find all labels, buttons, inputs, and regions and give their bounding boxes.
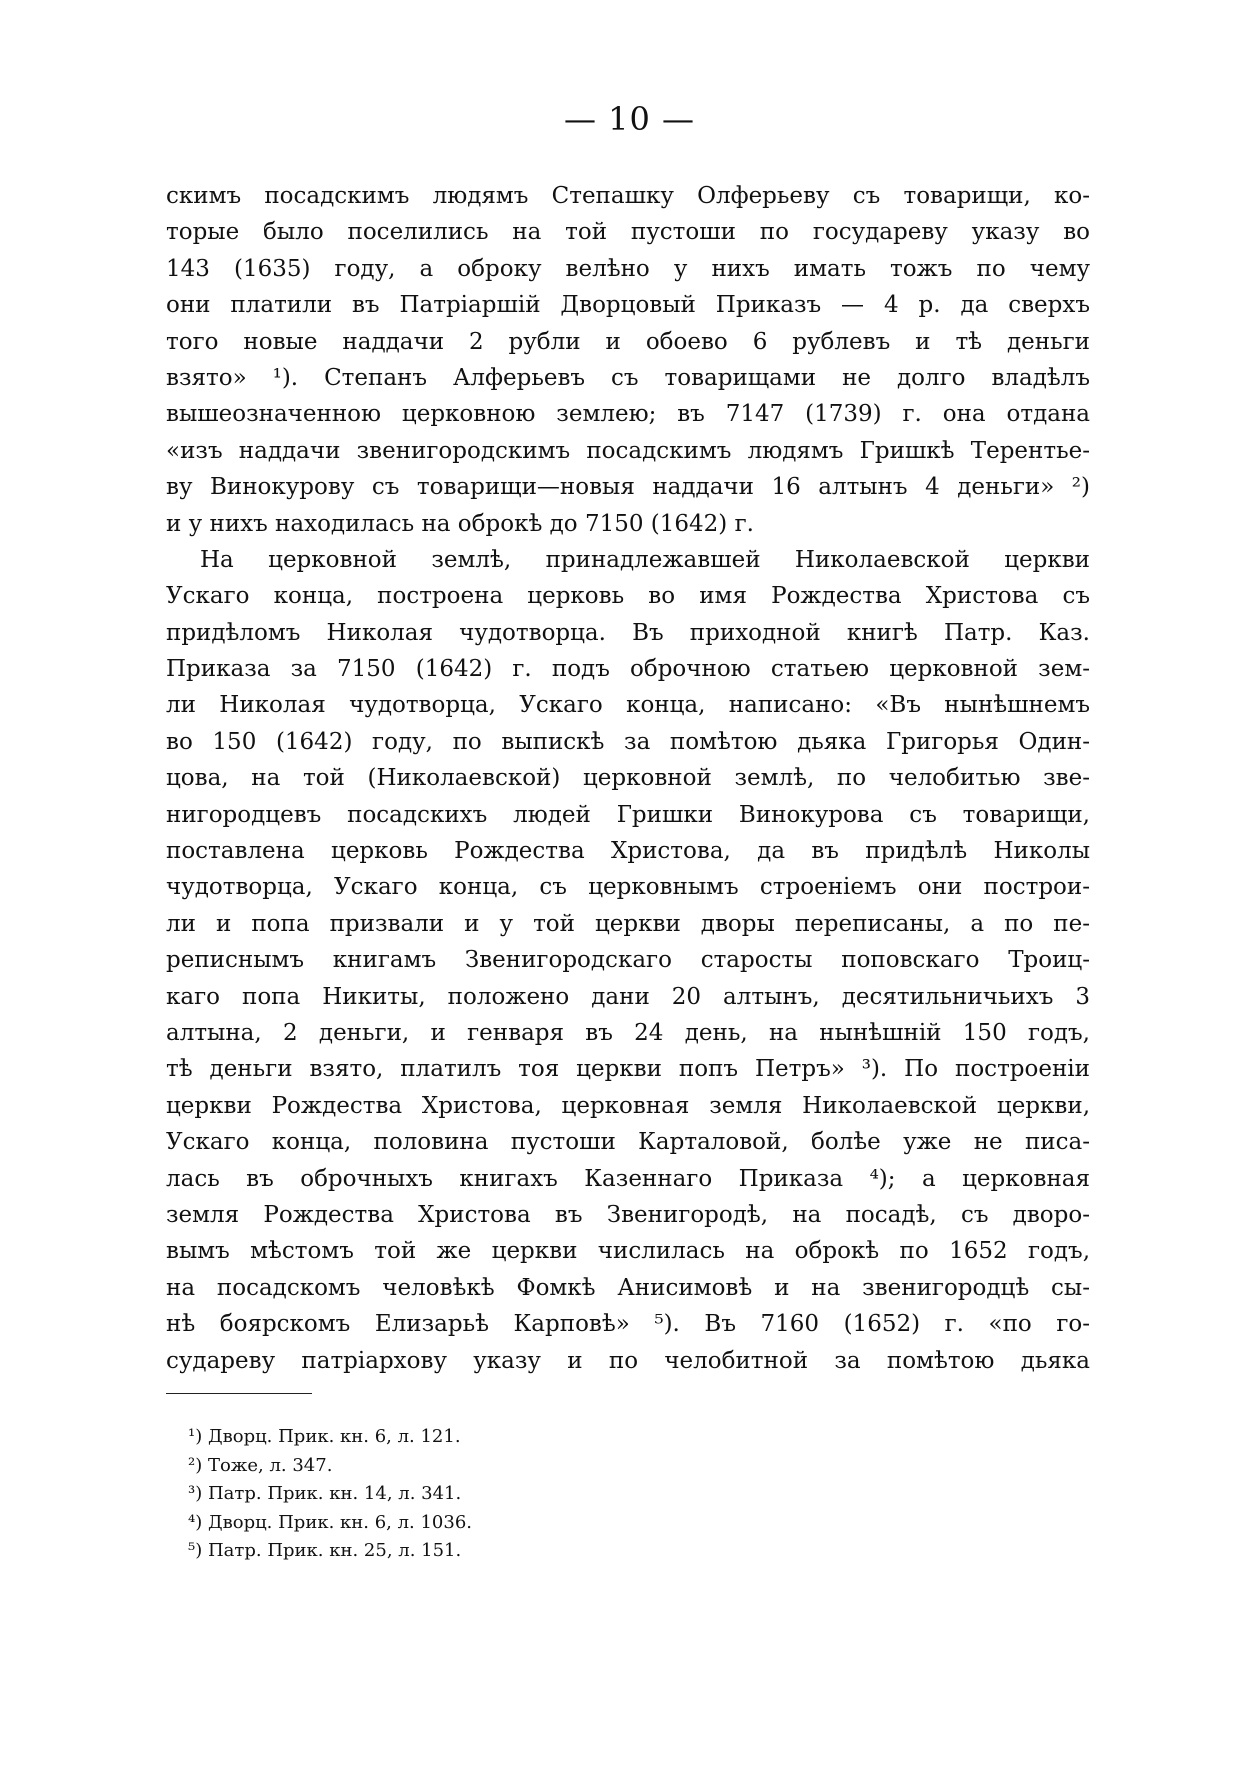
text-line: во 150 (1642) году, по выпискѣ за помѣтою дьяка Григорья Один-: [166, 728, 1090, 755]
body-text: [166, 178, 1090, 1379]
text-line: нигородцевъ посадскихъ людей Гришки Винокурова съ товарищи,: [166, 801, 1090, 828]
text-line: торые было поселились на той пустоши по государеву указу во: [166, 219, 1090, 246]
text-line: придѣломъ Николая чудотворца. Въ приходной книгѣ Патр. Каз.: [166, 619, 1090, 646]
footnote: ¹) Дворц. Прик. кн. 6, л. 121.: [188, 1426, 461, 1447]
text-line: и у нихъ находилась на оброкѣ до 7150 (1642) г.: [166, 510, 754, 537]
text-line: того новые наддачи 2 рубли и обоево 6 рублевъ и тѣ деньги: [166, 328, 1090, 355]
page-number: — 10 —: [563, 100, 696, 138]
text-line: На церковной землѣ, принадлежавшей Николаевской церкви: [200, 546, 1090, 573]
text-line: земля Рождества Христова въ Звенигородѣ, на посадѣ, съ дворо-: [166, 1201, 1090, 1228]
text-line: поставлена церковь Рождества Христова, да въ придѣлѣ Николы: [166, 838, 1090, 865]
text-line: Ускаго конца, половина пустоши Карталовой, болѣе уже не писа-: [166, 1129, 1090, 1156]
text-line: тѣ деньги взято, платилъ тоя церкви попъ Петръ» ³). По построеніи: [166, 1056, 1090, 1083]
text-line: каго попа Никиты, положено дани 20 алтынъ, десятильничьихъ 3: [166, 983, 1090, 1010]
text-line: они платили въ Патріаршій Дворцовый Приказъ — 4 р. да сверхъ: [166, 292, 1090, 319]
text-line: вышеозначенною церковною землею; въ 7147 (1739) г. она отдана: [166, 401, 1090, 428]
text-line: ву Винокурову съ товарищи—новыя наддачи 16 алтынъ 4 деньги» ²): [166, 474, 1090, 501]
text-line: алтына, 2 деньги, и генваря въ 24 день, на нынѣшній 150 годъ,: [166, 1019, 1090, 1046]
text-line: цова, на той (Николаевской) церковной землѣ, по челобитью зве-: [166, 765, 1090, 792]
text-line: вымъ мѣстомъ той же церкви числилась на оброкѣ по 1652 годъ,: [166, 1238, 1090, 1265]
text-line: 143 (1635) году, а оброку велѣно у нихъ имать тожъ по чему: [166, 255, 1090, 282]
text-line: судареву патріархову указу и по челобитной за помѣтою дьяка: [166, 1347, 1090, 1374]
text-line: «изъ наддачи звенигородскимъ посадскимъ людямъ Гришкѣ Терентье-: [166, 437, 1090, 464]
text-line: ли и попа призвали и у той церкви дворы переписаны, а по пе-: [166, 910, 1090, 937]
text-line: реписнымъ книгамъ Звенигородскаго старосты поповскаго Троиц-: [166, 947, 1090, 974]
text-line: церкви Рождества Христова, церковная земля Николаевской церкви,: [166, 1092, 1090, 1119]
footnote: ³) Патр. Прик. кн. 14, л. 341.: [188, 1483, 462, 1504]
text-line: Приказа за 7150 (1642) г. подъ оброчною статьею церковной зем-: [166, 656, 1090, 683]
footnote: ⁴) Дворц. Прик. кн. 6, л. 1036.: [188, 1511, 473, 1533]
text-line: скимъ посадскимъ людямъ Степашку Олферьеву съ товарищи, ко-: [166, 183, 1090, 209]
text-line: Ускаго конца, построена церковь во имя Рождества Христова съ: [166, 583, 1090, 610]
footnotes: [188, 1423, 472, 1566]
text-line: лась въ оброчныхъ книгахъ Казеннаго Приказа ⁴); а церковная: [166, 1165, 1090, 1192]
footnote-divider: [166, 1393, 312, 1394]
text-line: чудотворца, Ускаго конца, съ церковнымъ строеніемъ они построи-: [166, 874, 1090, 901]
text-line: нѣ боярскомъ Елизарьѣ Карповѣ» ⁵). Въ 7160 (1652) г. «по го-: [166, 1311, 1090, 1338]
footnote: ²) Тоже, л. 347.: [188, 1454, 333, 1476]
text-line: взято» ¹). Степанъ Алферьевъ съ товарищами не долго владѣлъ: [166, 364, 1090, 391]
text-line: ли Николая чудотворца, Ускаго конца, написано: «Въ нынѣшнемъ: [166, 692, 1090, 719]
text-line: на посадскомъ человѣкѣ Фомкѣ Анисимовѣ и на звенигородцѣ сы-: [166, 1274, 1090, 1301]
footnote: ⁵) Патр. Прик. кн. 25, л. 151.: [188, 1540, 462, 1561]
